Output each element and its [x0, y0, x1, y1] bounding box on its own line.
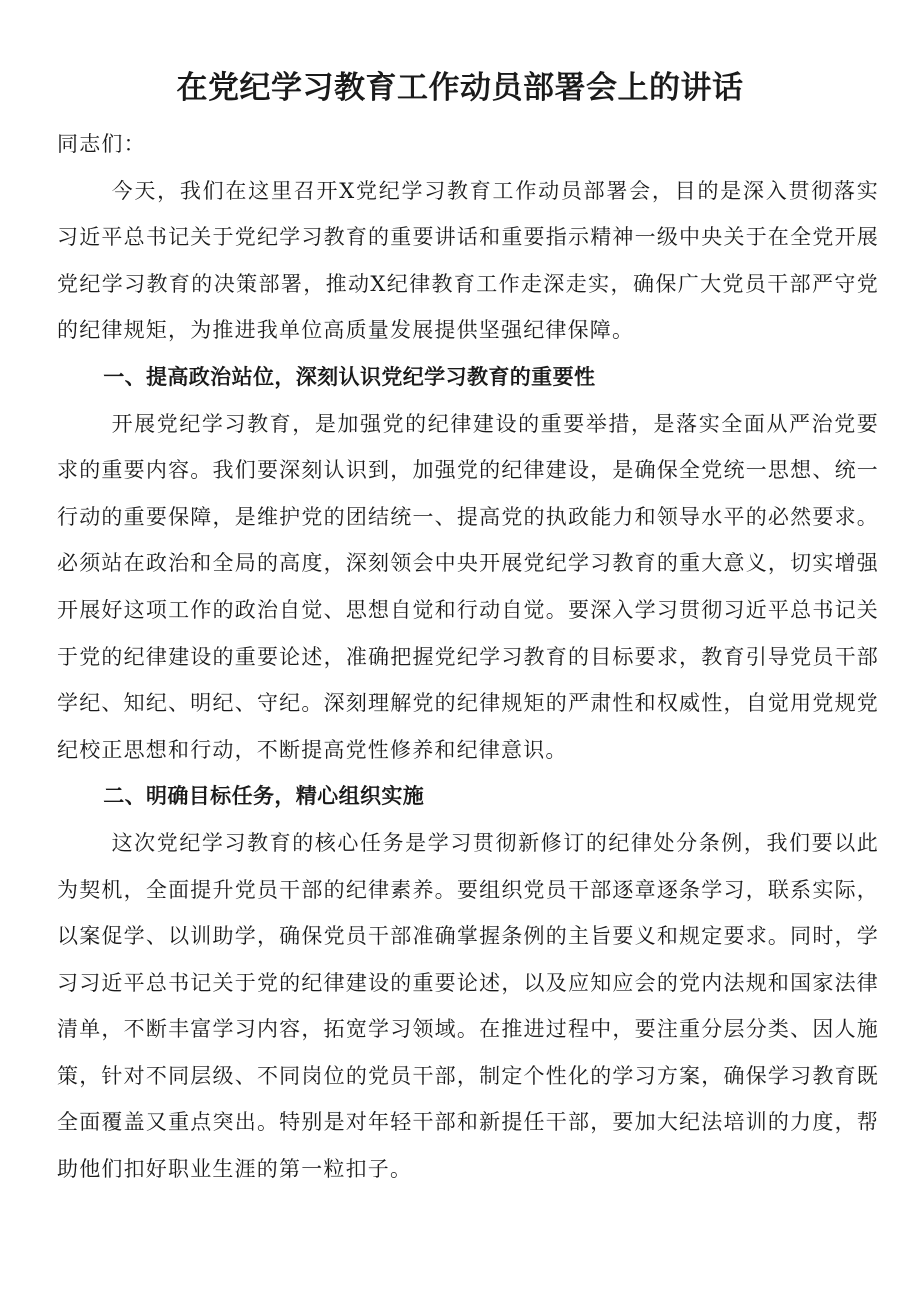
salutation: 同志们：	[57, 132, 146, 156]
section-paragraph-2: 这次党纪学习教育的核心任务是学习贯彻新修订的纪律处分条例，我们要以此为契机，全面提升党员干部的纪律素养。要组织党员干部逐章逐条学习，联系实际，以案促学、以训助学，确保党员干部准确掌握条例的主旨要义和规定要求。同时，学习习近平总书记关于党的纪律建设的重要论述，以及应知应会的党内法规和国家法律清单，不断丰富学习内容，拓宽学习领域。在推进过程中，要注重分层分类、因人施策，针对不同层级、不同岗位的党员干部，制定个性化的学习方案，确保学习教育既全面覆盖又重点突出。特别是对年轻干部和新提任干部，要加大纪法培训的力度，帮助他们扣好职业生涯的第一粒扣子。	[57, 830, 879, 1182]
document-title: 在党纪学习教育工作动员部署会上的讲话	[176, 70, 744, 106]
section-heading-1: 一、提高政治站位，深刻认识党纪学习教育的重要性	[103, 364, 596, 389]
section-heading-2: 二、明确目标任务，精心组织实施	[103, 784, 425, 809]
document-body	[57, 121, 879, 1193]
intro-paragraph: 今天，我们在这里召开X党纪学习教育工作动员部署会，目的是深入贯彻落实习近平总书记关于党纪学习教育的重要讲话和重要指示精神一级中央关于在全党开展党纪学习教育的决策部署，推动X纪律教育工作走深走实，确保广大党员干部严守党的纪律规矩，为推进我单位高质量发展提供坚强纪律保障。	[57, 178, 879, 343]
section-paragraph-1: 开展党纪学习教育，是加强党的纪律建设的重要举措，是落实全面从严治党要求的重要内容。我们要深刻认识到，加强党的纪律建设，是确保全党统一思想、统一行动的重要保障，是维护党的团结统一、提高党的执政能力和领导水平的必然要求。必须站在政治和全局的高度，深刻领会中央开展党纪学习教育的重大意义，切实增强开展好这项工作的政治自觉、思想自觉和行动自觉。要深入学习贯彻习近平总书记关于党的纪律建设的重要论述，准确把握党纪学习教育的目标要求，教育引导党员干部学纪、知纪、明纪、守纪。深刻理解党的纪律规矩的严肃性和权威性，自觉用党规党纪校正思想和行动，不断提高党性修养和纪律意识。	[57, 411, 879, 762]
